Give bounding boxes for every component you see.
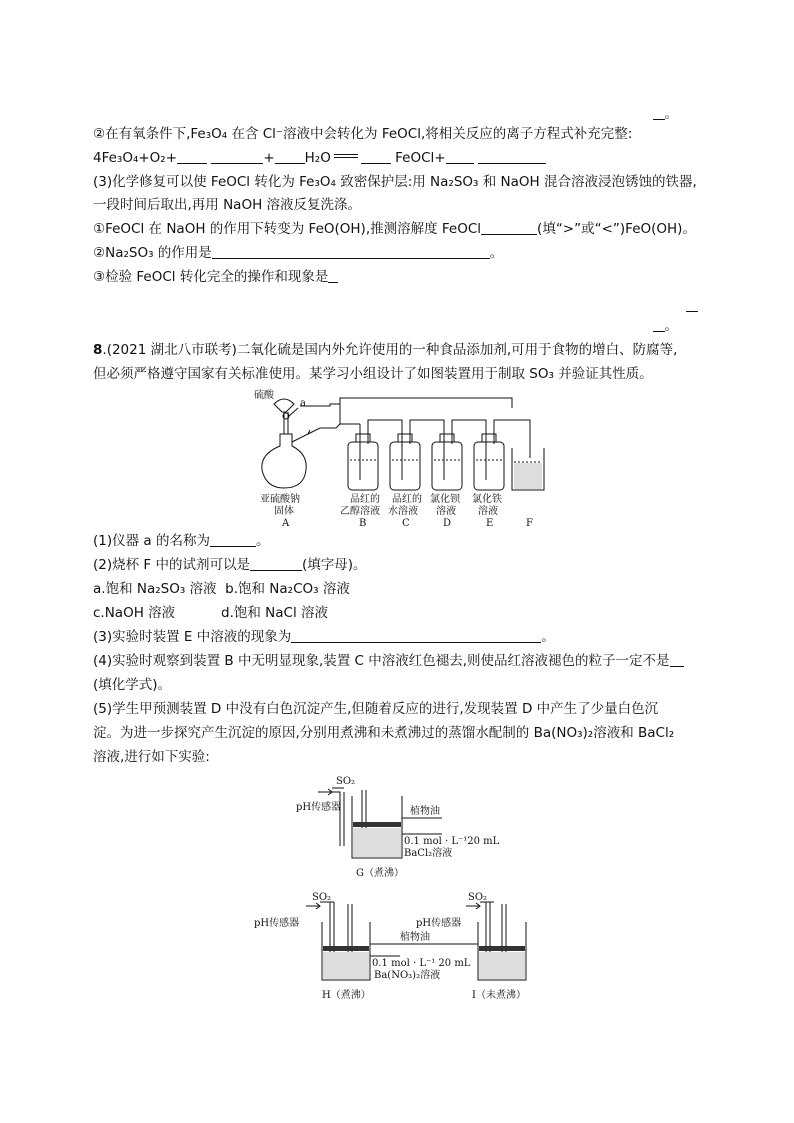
answer-blank[interactable] <box>478 149 546 164</box>
svg-text:D: D <box>443 518 452 529</box>
question-7-3: (3)化学修复可以使 FeOCl 转化为 Fe₃O₄ 致密保护层:用 Na₂SO₃ 和 NaOH 混合溶液浸泡锈蚀的铁器, <box>93 174 697 190</box>
blank-line <box>93 296 698 316</box>
svg-text:BaCl₂溶液: BaCl₂溶液 <box>404 848 453 859</box>
figure-G <box>292 772 512 880</box>
svg-text:0.1 mol · L⁻¹20 mL: 0.1 mol · L⁻¹20 mL <box>404 836 500 847</box>
svg-text:E: E <box>486 518 494 529</box>
flask-label: 亚硫酸钠 <box>260 494 300 505</box>
bottle-C <box>390 424 420 490</box>
answer-blank[interactable] <box>275 149 305 164</box>
question-8-5-cont2: 溶液,进行如下实验: <box>93 749 210 765</box>
answer-blank[interactable] <box>212 244 490 259</box>
bottle-B <box>348 424 378 490</box>
letter-F: F <box>526 518 533 529</box>
svg-text:0.1 mol · L⁻¹ 20 mL: 0.1 mol · L⁻¹ 20 mL <box>372 958 471 969</box>
svg-text:Ba(NO₃)₂溶液: Ba(NO₃)₂溶液 <box>374 970 441 981</box>
question-8-1: (1)仪器 a 的名称为 。 <box>93 533 270 549</box>
line-end-2: 。 <box>93 316 678 336</box>
svg-text:pH传感器: pH传感器 <box>254 918 300 929</box>
answer-blank[interactable] <box>177 149 207 164</box>
answer-blank[interactable] <box>211 149 263 164</box>
question-number: 8 <box>93 342 103 358</box>
svg-text:品红的: 品红的 <box>392 494 422 505</box>
svg-text:植物油: 植物油 <box>410 806 440 817</box>
figure-H-I <box>250 892 550 1004</box>
question-8-4: (4)实验时观察到装置 B 中无明显现象,装置 C 中溶液红色褪去,则使品红溶液褪色的粒子一定不是 <box>93 651 703 671</box>
question-8-cont: 但必须严格遵守国家有关标准使用。某学习小组设计了如图装置用于制取 SO₃ 并验证其性质。 <box>93 366 653 382</box>
answer-blank[interactable] <box>686 297 698 312</box>
equation-line: 4Fe₃O₄+O₂+ + H₂O FeOCl+ <box>93 148 703 168</box>
answer-blank[interactable] <box>291 628 541 643</box>
bottle-E <box>474 424 504 490</box>
svg-text:溶液: 溶液 <box>436 506 456 517</box>
bottle-D <box>432 424 462 490</box>
options-ab: a.饱和 Na₂SO₃ 溶液 b.饱和 Na₂CO₃ 溶液 <box>93 581 350 597</box>
svg-text:B: B <box>359 518 367 529</box>
funnel-icon <box>274 399 294 412</box>
question-8-4-cont: (填化学式)。 <box>93 677 172 693</box>
line-end: 。 <box>664 106 678 122</box>
flask-icon <box>262 434 306 488</box>
options-cd: c.NaOH 溶液 d.饱和 NaCl 溶液 <box>93 605 328 621</box>
svg-text:SO₂: SO₂ <box>468 892 488 903</box>
acid-label: 硫酸 <box>254 390 274 401</box>
answer-blank[interactable] <box>653 317 665 332</box>
svg-text:品红的: 品红的 <box>350 494 380 505</box>
svg-text:水溶液: 水溶液 <box>388 506 418 517</box>
answer-blank[interactable] <box>361 149 391 164</box>
question-7-3-cont: 一段时间后取出,再用 NaOH 溶液反复洗涤。 <box>93 197 362 213</box>
answer-blank[interactable] <box>328 268 338 283</box>
question-7-3-2: ②Na₂SO₃ 的作用是 。 <box>93 245 504 261</box>
letter-A: A <box>282 518 290 529</box>
question-7-3-3: ③检验 FeOCl 转化完全的操作和现象是 <box>93 267 703 287</box>
svg-text:植物油: 植物油 <box>400 932 430 943</box>
answer-blank[interactable] <box>250 556 302 571</box>
apparatus-figure <box>240 384 560 529</box>
flask-label-2: 固体 <box>274 506 294 517</box>
question-8-3: (3)实验时装置 E 中溶液的现象为 。 <box>93 629 555 645</box>
svg-text:G（煮沸）: G（煮沸） <box>356 868 404 879</box>
svg-text:H（煮沸）: H（煮沸） <box>322 990 371 1001</box>
question-7-3-1: ①FeOCl 在 NaOH 的作用下转变为 FeO(OH),推测溶解度 FeOCl (填“>”或“<”)FeO(OH)。 <box>93 221 696 237</box>
answer-blank[interactable] <box>481 220 537 235</box>
answer-blank[interactable] <box>446 149 474 164</box>
answer-blank[interactable] <box>653 105 665 120</box>
svg-text:氯化铁: 氯化铁 <box>472 494 502 505</box>
svg-text:SO₂: SO₂ <box>336 776 356 787</box>
svg-text:乙醇溶液: 乙醇溶液 <box>340 506 380 517</box>
question-8-5-cont: 淀。为进一步探究产生沉淀的原因,分别用煮沸和未煮沸过的蒸馏水配制的 Ba(NO₃)₂溶液和 BaCl₂ <box>93 725 675 741</box>
svg-text:溶液: 溶液 <box>478 506 498 517</box>
answer-blank[interactable] <box>210 532 256 547</box>
question-8: 8.(2021 湖北八市联考)二氧化硫是国内外允许使用的一种食品添加剂,可用于食物的增白、防腐等, <box>93 342 678 358</box>
answer-blank[interactable] <box>670 652 684 667</box>
a-label: a <box>300 398 306 409</box>
question-8-5: (5)学生甲预测装置 D 中没有白色沉淀产生,但随着反应的进行,发现装置 D 中产生了少量白色沉 <box>93 701 659 717</box>
question-8-2: (2)烧杯 F 中的试剂可以是 (填字母)。 <box>93 557 367 573</box>
svg-text:C: C <box>402 518 410 529</box>
line-1 <box>93 104 678 124</box>
svg-text:I（未煮沸）: I（未煮沸） <box>472 990 526 1001</box>
svg-text:pH传感器: pH传感器 <box>296 802 342 813</box>
svg-text:氯化钡: 氯化钡 <box>430 494 460 505</box>
svg-text:pH传感器: pH传感器 <box>416 918 462 929</box>
svg-text:SO₂: SO₂ <box>312 892 332 903</box>
question-7-2: ②在有氧条件下,Fe₃O₄ 在含 Cl⁻溶液中会转化为 FeOCl,将相关反应的离子方程式补充完整: <box>93 126 633 142</box>
